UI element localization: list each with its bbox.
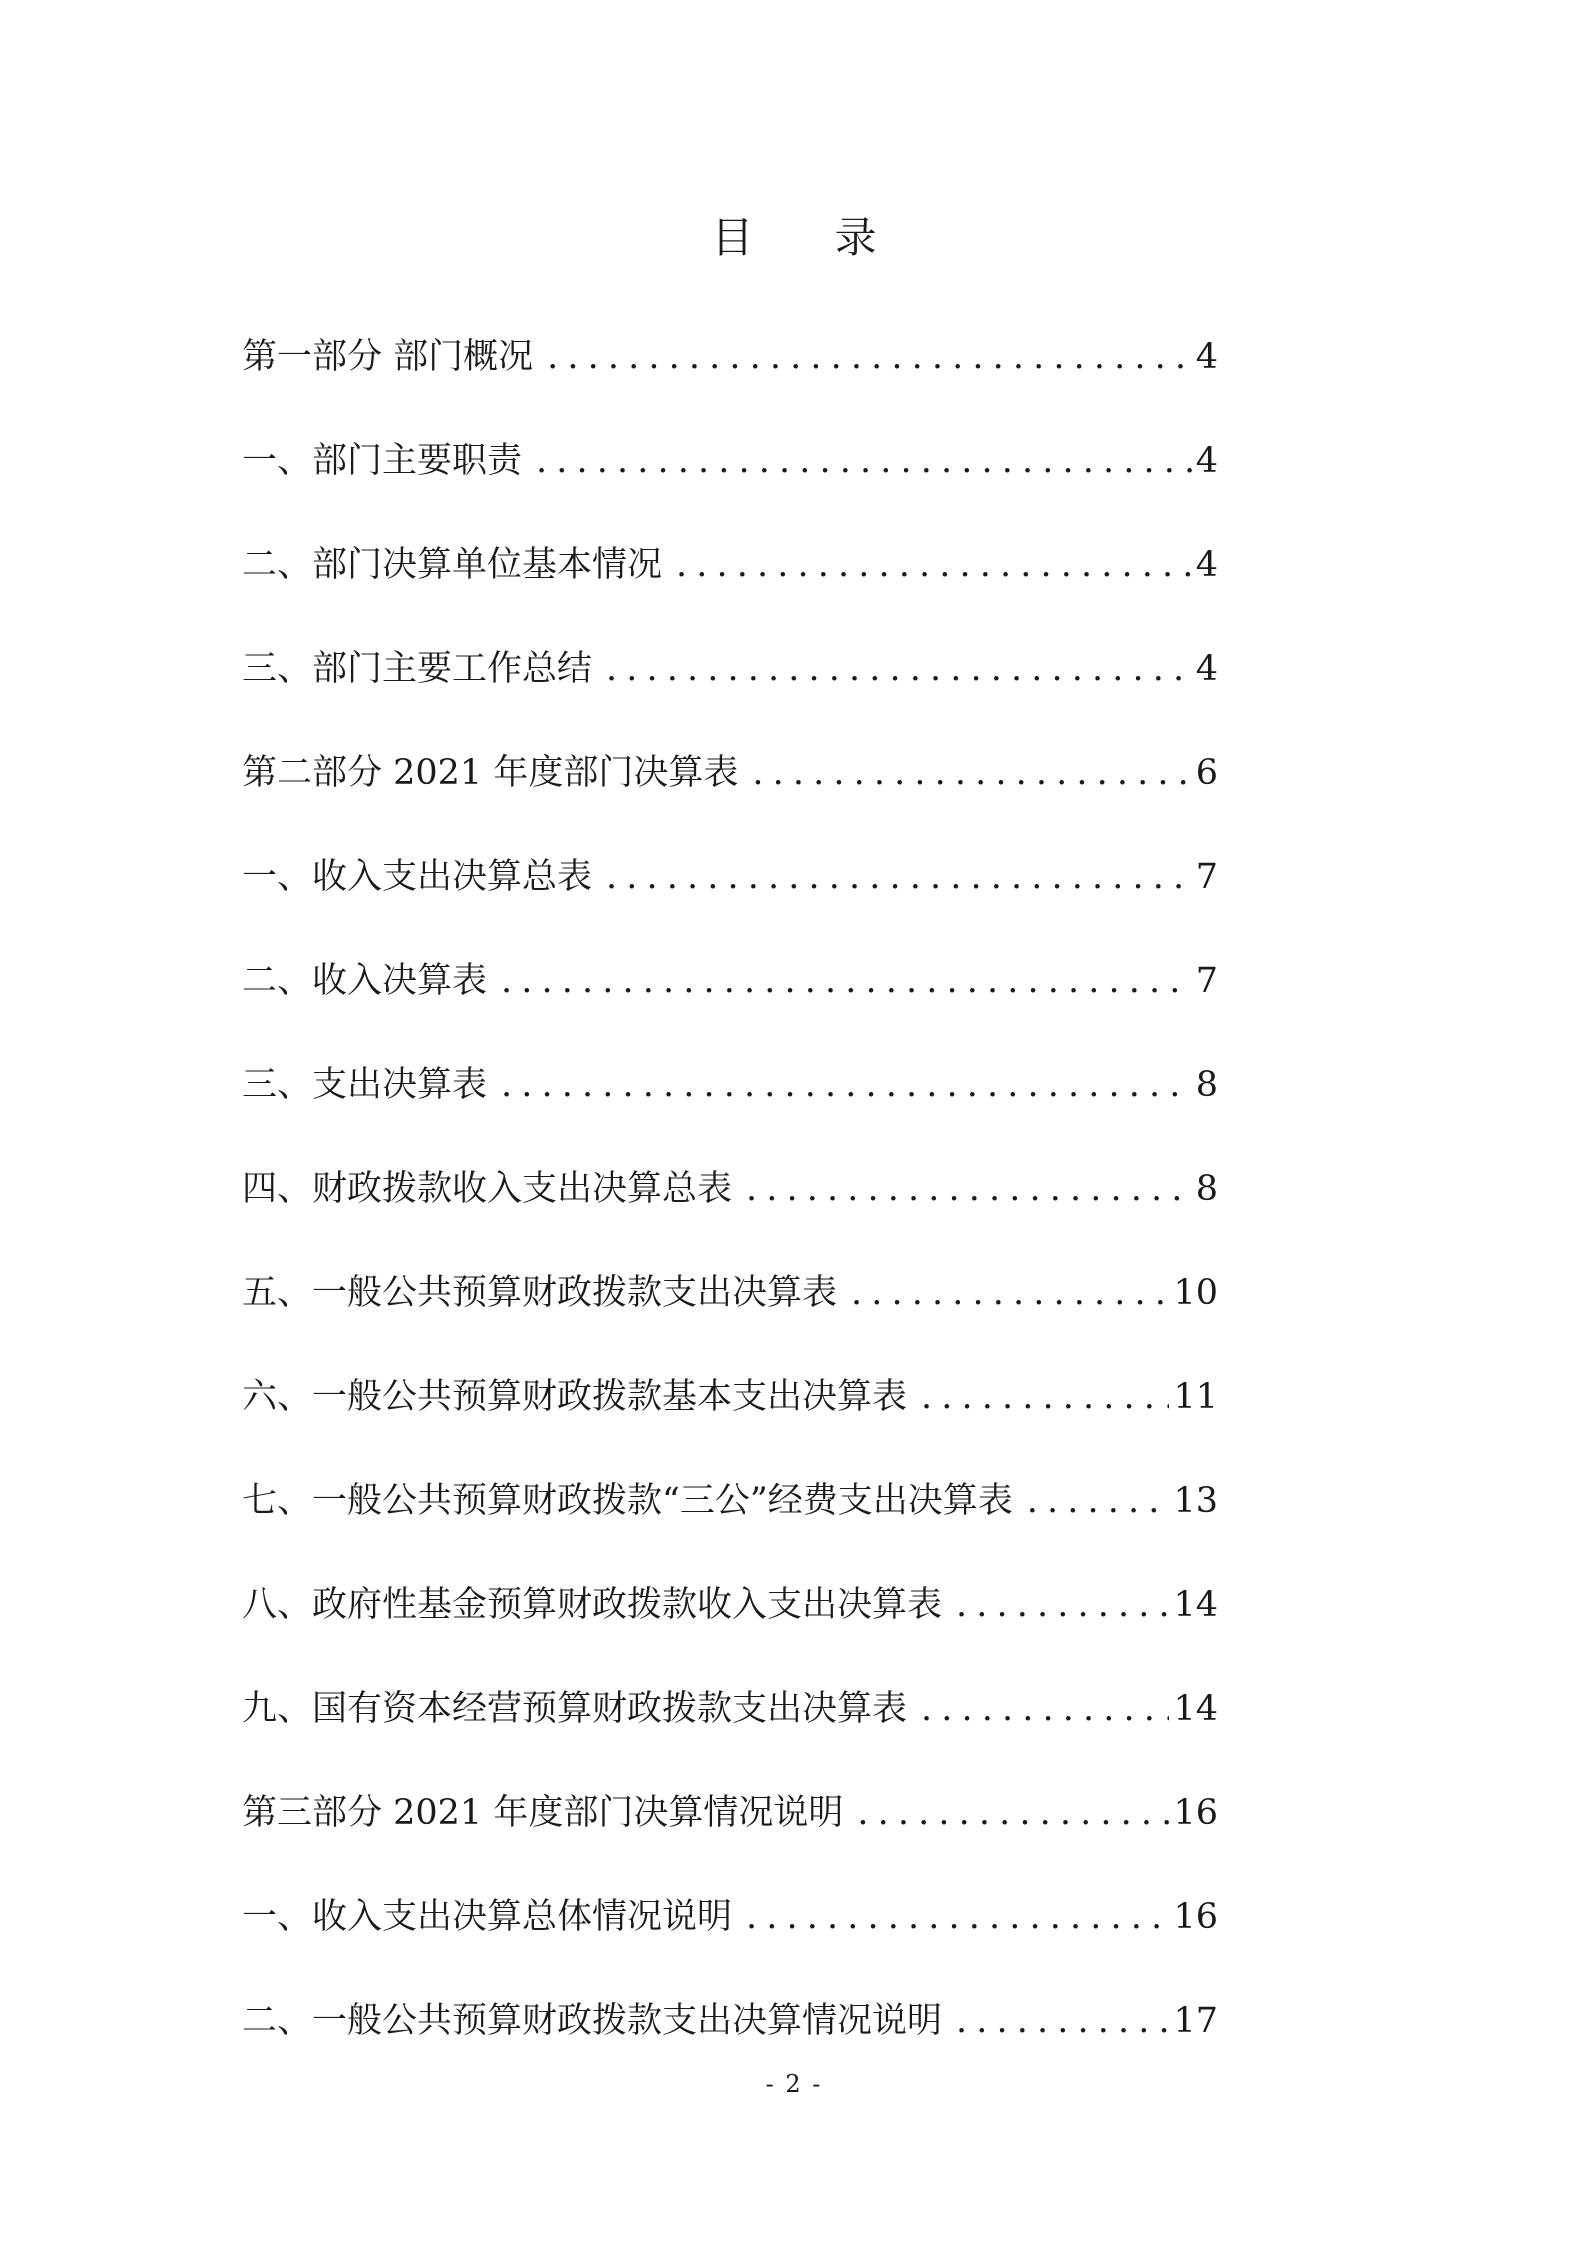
toc-entry-page: 4 [1195, 441, 1218, 481]
toc-dot-leader [851, 1258, 1169, 1328]
toc-entry[interactable] [242, 1570, 1218, 1674]
toc-entry-label: 第一部分 部门概况 [242, 337, 534, 377]
toc-entry-page: 14 [1173, 1689, 1218, 1729]
toc-entry-page: 16 [1173, 1897, 1218, 1937]
toc-entry[interactable] [242, 1154, 1218, 1258]
toc-entry-label: 八、政府性基金预算财政拨款收入支出决算表 [242, 1585, 943, 1625]
toc-dot-leader [752, 738, 1191, 808]
toc-entry-page: 17 [1173, 2001, 1218, 2041]
page-number: - 2 - [765, 2070, 823, 2098]
toc-dot-leader [921, 1362, 1169, 1432]
toc-dot-leader [676, 530, 1192, 600]
toc-entry-label: 第三部分 2021 年度部门决算情况说明 [242, 1793, 844, 1833]
toc-entry-label: 一、收入支出决算总表 [242, 857, 593, 897]
toc-entry-page: 7 [1195, 857, 1218, 897]
toc-dot-leader [606, 842, 1192, 912]
toc-entry[interactable] [242, 1882, 1218, 1986]
toc-entry-page: 7 [1195, 961, 1218, 1001]
toc-entry-label: 三、部门主要工作总结 [242, 649, 593, 689]
toc-entry-page: 4 [1195, 649, 1218, 689]
toc-entry-label: 第二部分 2021 年度部门决算表 [242, 753, 739, 793]
toc-dot-leader [536, 426, 1192, 496]
toc-entry[interactable] [242, 426, 1218, 530]
toc-dot-leader [857, 1778, 1169, 1848]
toc-dot-leader [921, 1674, 1169, 1744]
toc-entry[interactable] [242, 322, 1218, 426]
toc-entry[interactable] [242, 1466, 1218, 1570]
toc-entry[interactable] [242, 1050, 1218, 1154]
toc-dot-leader [501, 946, 1192, 1016]
toc-entry-page: 4 [1195, 545, 1218, 585]
toc-entry-label: 二、部门决算单位基本情况 [242, 545, 663, 585]
toc-dot-leader [746, 1154, 1192, 1224]
toc-entry-page: 11 [1173, 1377, 1218, 1417]
toc-entry-page: 13 [1173, 1481, 1218, 1521]
toc-title: 目 录 [711, 213, 911, 262]
toc-dot-leader [547, 322, 1192, 392]
toc-entry-page: 16 [1173, 1793, 1218, 1833]
toc-entry[interactable] [242, 530, 1218, 634]
toc-dot-leader [501, 1050, 1192, 1120]
toc-entry-label: 二、收入决算表 [242, 961, 488, 1001]
toc-entry-page: 8 [1195, 1065, 1218, 1105]
toc-entry-label: 二、一般公共预算财政拨款支出决算情况说明 [242, 2001, 943, 2041]
toc-entry-page: 4 [1195, 337, 1218, 377]
toc-entry[interactable] [242, 1258, 1218, 1362]
toc-entry-page: 8 [1195, 1169, 1218, 1209]
toc-entry-page: 10 [1173, 1273, 1218, 1313]
toc-entry-page: 6 [1195, 753, 1218, 793]
toc-entry-label: 七、一般公共预算财政拨款“三公”经费支出决算表 [242, 1481, 1013, 1521]
toc-dot-leader [1027, 1466, 1170, 1536]
table-of-contents [242, 322, 1218, 2090]
toc-entry[interactable] [242, 1674, 1218, 1778]
toc-entry[interactable] [242, 1362, 1218, 1466]
toc-dot-leader [746, 1882, 1169, 1952]
toc-dot-leader [606, 634, 1192, 704]
toc-entry[interactable] [242, 842, 1218, 946]
toc-dot-leader [956, 1986, 1169, 2056]
toc-entry-label: 一、部门主要职责 [242, 441, 523, 481]
toc-entry[interactable] [242, 946, 1218, 1050]
toc-dot-leader [956, 1570, 1169, 1640]
toc-entry-label: 五、一般公共预算财政拨款支出决算表 [242, 1273, 838, 1313]
toc-entry-page: 14 [1173, 1585, 1218, 1625]
toc-entry[interactable] [242, 1778, 1218, 1882]
toc-entry-label: 三、支出决算表 [242, 1065, 488, 1105]
toc-entry-label: 一、收入支出决算总体情况说明 [242, 1897, 733, 1937]
toc-entry-label: 九、国有资本经营预算财政拨款支出决算表 [242, 1689, 908, 1729]
toc-entry[interactable] [242, 738, 1218, 842]
toc-entry[interactable] [242, 634, 1218, 738]
toc-entry-label: 六、一般公共预算财政拨款基本支出决算表 [242, 1377, 908, 1417]
toc-entry-label: 四、财政拨款收入支出决算总表 [242, 1169, 733, 1209]
